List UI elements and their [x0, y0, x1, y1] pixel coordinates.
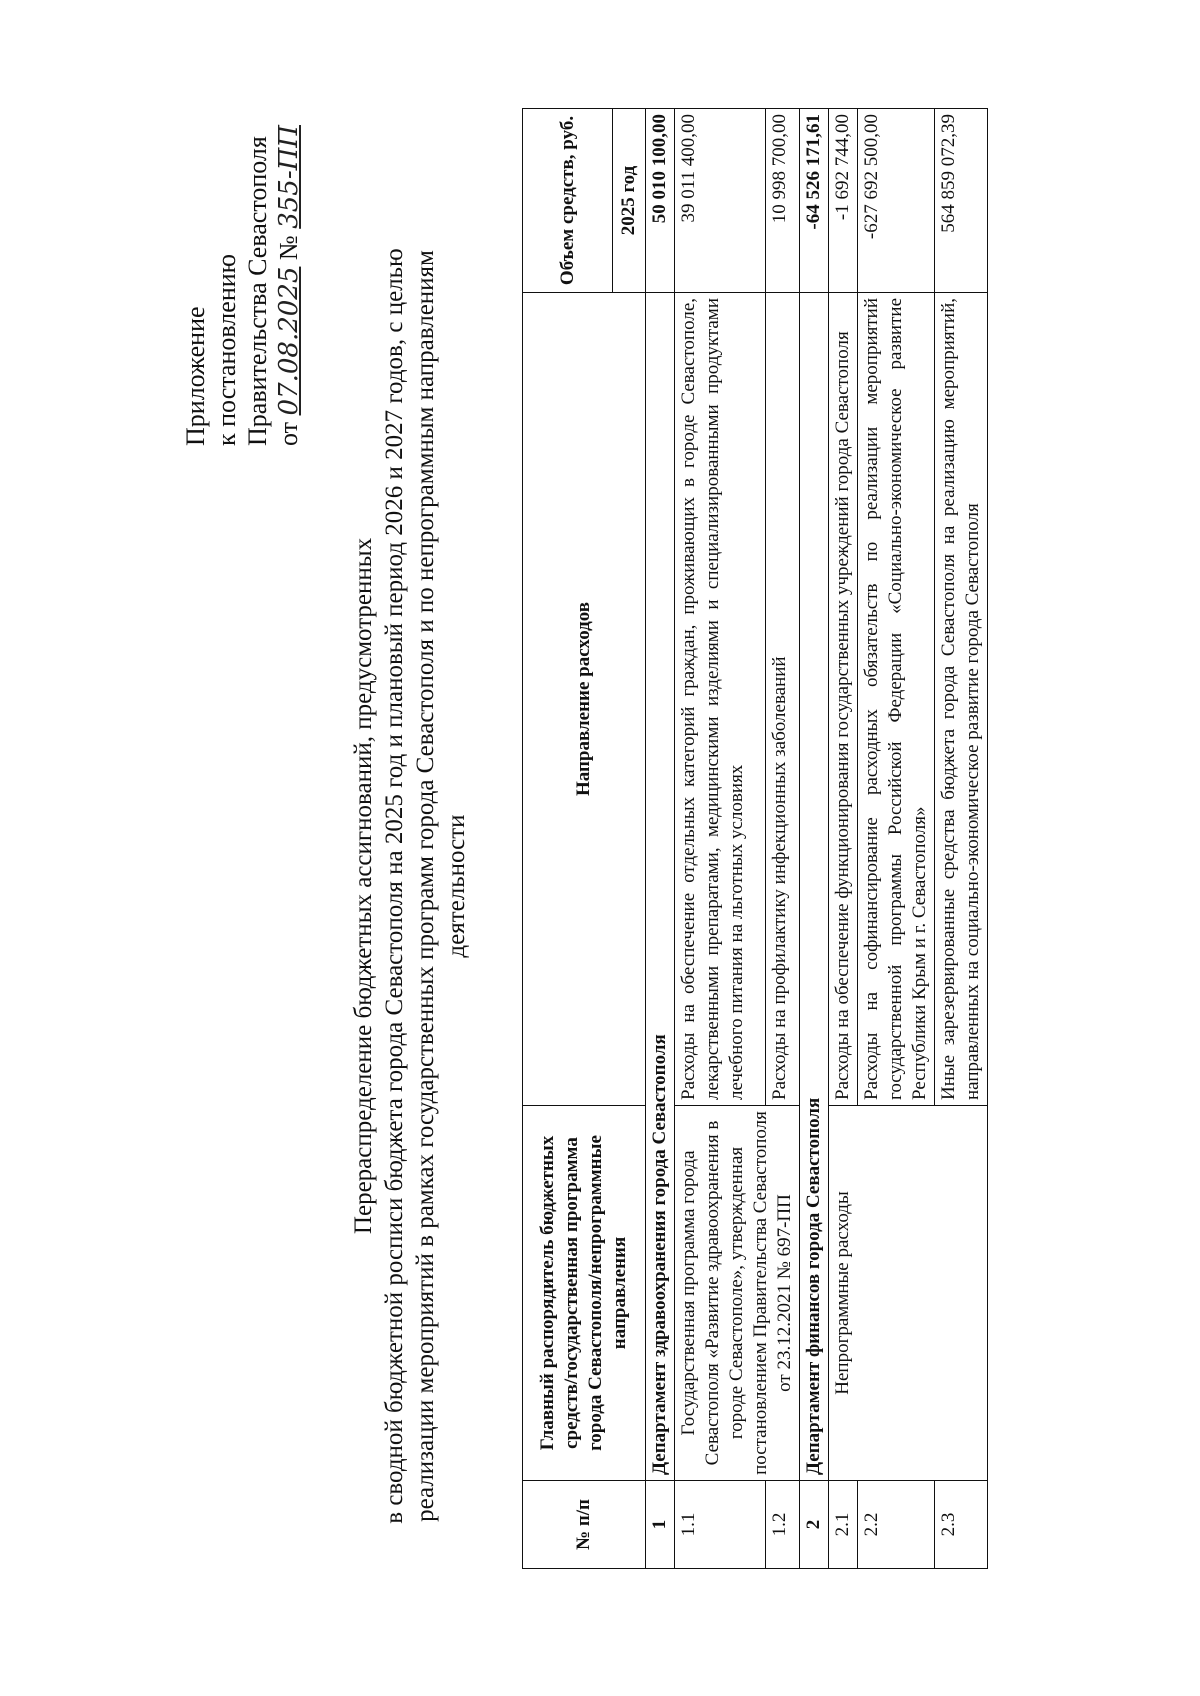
table-row	[675, 108, 766, 1568]
row-num: 1	[646, 1481, 675, 1569]
title-line-1: Перераспределение бюджетных ассигнований, предусмотренных	[350, 537, 377, 1235]
row-amount: 50 010 100,00	[646, 108, 675, 292]
row-num: 2.3	[935, 1481, 988, 1569]
title-line-4: деятельности	[443, 814, 470, 958]
row-amount: -627 692 500,00	[858, 108, 935, 292]
row-num: 2	[800, 1481, 829, 1569]
appendix-line-2: к постановлению	[212, 253, 241, 446]
title-line-2: в сводной бюджетной росписи бюджета города Севастополя на 2025 год и плановый период 2026 и 2027 годов, с целью	[381, 248, 408, 1524]
appendix-line-4	[273, 106, 305, 446]
row-direction: Иные зарезервированные средства бюджета города Севастополя на реализацию мероприятий, направленных на социально-экономическое развитие города Севастополя	[935, 292, 988, 1105]
row-num: 1.1	[675, 1481, 766, 1569]
row-direction: Расходы на обеспечение отдельных категорий граждан, проживающих в городе Севастополе, лекарственными препаратами, медицинскими изделиями и специализированными продуктами лечебного питания на льготных условиях	[675, 292, 766, 1105]
row-num: 2.2	[858, 1481, 935, 1569]
appendix-number-prefix: №	[274, 235, 303, 261]
appendix-from-prefix: от	[274, 421, 303, 446]
document-title	[348, 176, 472, 1596]
header-year: 2025 год	[613, 108, 646, 292]
row-amount: -64 526 171,61	[800, 108, 829, 292]
header-main: Главный распорядитель бюджетных средств/государственная программа города Севастополя/непрограммные направления	[523, 1106, 646, 1481]
reallocation-table	[522, 108, 988, 1569]
row-num: 2.1	[829, 1481, 858, 1569]
reallocation-table-wrap	[522, 108, 988, 1569]
appendix-number: 355-ПП	[274, 125, 304, 229]
row-amount: 564 859 072,39	[935, 108, 988, 292]
row-direction: Расходы на софинансирование расходных обязательств по реализации мероприятий государственной программы Российской Федерации «Социально-экономическое развитие Республики Крым и г. Севастополя»	[858, 292, 935, 1105]
appendix-line-3: Правительства Севастополя	[243, 136, 272, 446]
row-main: Непрограммные расходы	[829, 1106, 988, 1481]
header-amount: Объем средств, руб.	[523, 108, 613, 292]
row-direction: Расходы на профилактику инфекционных заболеваний	[765, 292, 799, 1105]
row-main: Департамент финансов города Севастополя	[800, 292, 829, 1480]
appendix-line-1: Приложение	[181, 306, 210, 446]
row-main: Государственная программа города Севастополя «Развитие здравоохранения в городе Севастополе», утвержденная постановлением Правительства Севастополя от 23.12.2021 № 697-ПП	[675, 1106, 800, 1481]
title-line-3: реализации мероприятий в рамках государственных программ города Севастополя и по непрограммным направлениям	[412, 250, 439, 1522]
row-direction: Расходы на обеспечение функционирования государственных учреждений города Севастополя	[829, 292, 858, 1105]
row-amount: 39 011 400,00	[675, 108, 766, 292]
header-direction: Направление расходов	[523, 292, 646, 1105]
row-main: Департамент здравоохранения города Севастополя	[646, 292, 675, 1480]
row-amount: 10 998 700,00	[765, 108, 799, 292]
table-row	[800, 108, 829, 1568]
appendix-date: 07.08.2025	[274, 266, 304, 416]
table-header-row	[523, 108, 613, 1568]
row-amount: -1 692 744,00	[829, 108, 858, 292]
row-num: 1.2	[765, 1481, 799, 1569]
table-row	[829, 108, 858, 1568]
table-row	[646, 108, 675, 1568]
appendix-block	[180, 106, 305, 446]
header-num: № п/п	[523, 1481, 646, 1569]
